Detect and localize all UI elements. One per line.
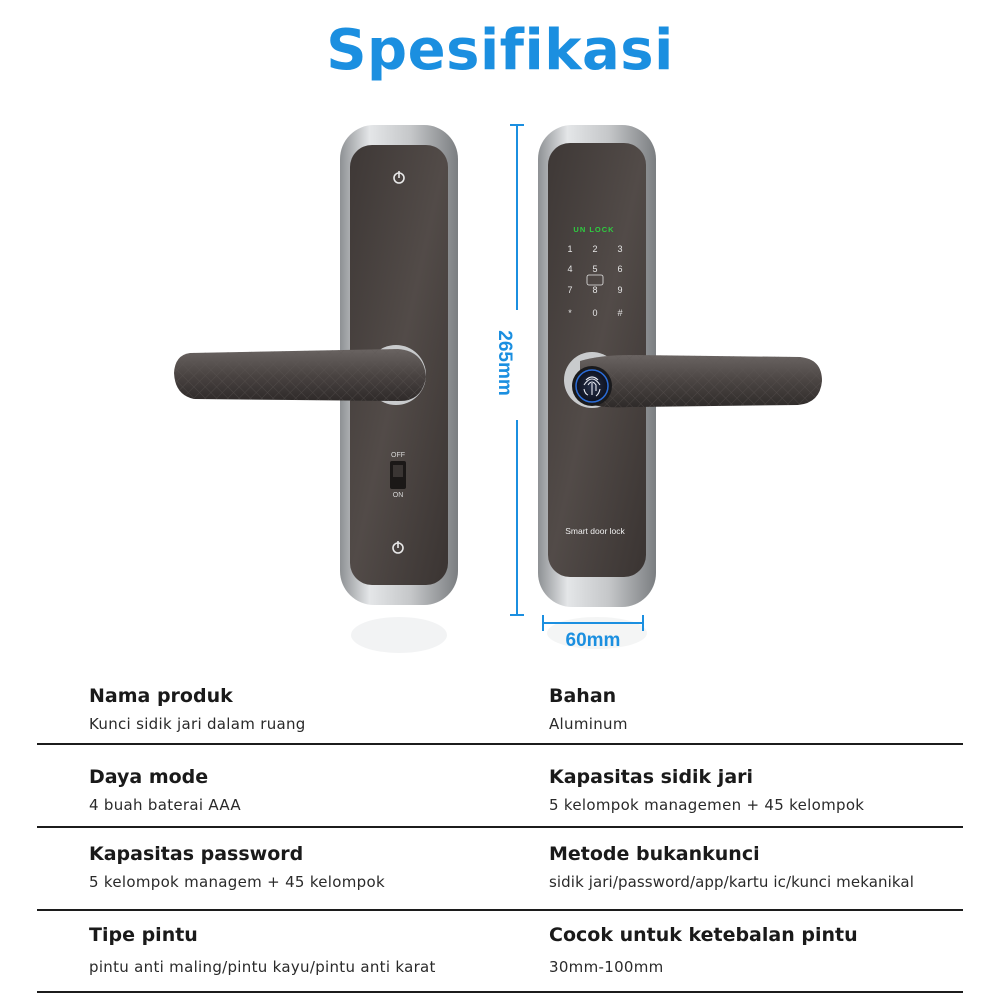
spec-item — [549, 684, 628, 734]
switch-on-label: ON — [392, 492, 404, 499]
height-label: 265mm — [494, 330, 515, 396]
brand-label: Smart door lock — [565, 526, 625, 536]
spec-label: Bahan — [549, 685, 617, 707]
spec-item — [89, 923, 436, 977]
spec-label: Metode bukankunci — [549, 843, 760, 865]
spec-item — [89, 765, 241, 815]
keypad-key: 9 — [617, 285, 623, 295]
spec-item — [549, 923, 858, 977]
spec-value: sidik jari/password/app/kartu ic/kunci mekanikal — [549, 873, 914, 891]
page-title: Spesifikasi — [326, 18, 674, 83]
switch-off-label: OFF — [391, 452, 405, 459]
spec-label: Kapasitas password — [89, 843, 304, 865]
height-dimension — [494, 125, 531, 615]
spec-value: 5 kelompok managemen + 45 kelompok — [549, 796, 865, 814]
spec-value: pintu anti maling/pintu kayu/pintu anti karat — [89, 958, 436, 976]
keypad-key: 2 — [592, 244, 598, 254]
spec-label: Kapasitas sidik jari — [549, 766, 754, 788]
keypad-key: # — [617, 308, 623, 318]
product-illustration — [160, 115, 860, 675]
lock-outer-side — [538, 125, 822, 649]
lock-drawing — [160, 115, 860, 675]
keypad-key: 8 — [592, 285, 598, 295]
keypad-key: 7 — [567, 285, 573, 295]
spec-row — [37, 911, 963, 993]
keypad-key: 5 — [592, 264, 598, 274]
spec-item — [549, 842, 914, 892]
spec-row — [37, 828, 963, 911]
keypad-key: 4 — [567, 264, 573, 274]
keypad-key: 6 — [617, 264, 623, 274]
spec-item — [89, 684, 306, 734]
spec-value: 30mm-100mm — [549, 958, 664, 976]
keypad-key: 0 — [592, 308, 598, 318]
width-label: 60mm — [565, 630, 621, 651]
lock-inner-side — [174, 125, 458, 653]
spec-row — [37, 676, 963, 745]
keypad-key: * — [568, 308, 572, 318]
unlock-indicator: UN LOCK — [573, 225, 615, 234]
spec-value: Kunci sidik jari dalam ruang — [89, 715, 306, 733]
spec-label: Cocok untuk ketebalan pintu — [549, 924, 858, 946]
spec-table — [37, 676, 963, 993]
keypad-key: 3 — [617, 244, 623, 254]
spec-label: Nama produk — [89, 685, 233, 707]
spec-row — [37, 745, 963, 828]
spec-item — [549, 765, 864, 815]
spec-label: Tipe pintu — [89, 924, 198, 946]
spec-value: 5 kelompok managem + 45 kelompok — [89, 873, 385, 891]
spec-label: Daya mode — [89, 766, 209, 788]
spec-item — [89, 842, 385, 892]
spec-value: Aluminum — [549, 715, 628, 733]
spec-value: 4 buah baterai AAA — [89, 796, 241, 814]
keypad-key: 1 — [567, 244, 573, 254]
